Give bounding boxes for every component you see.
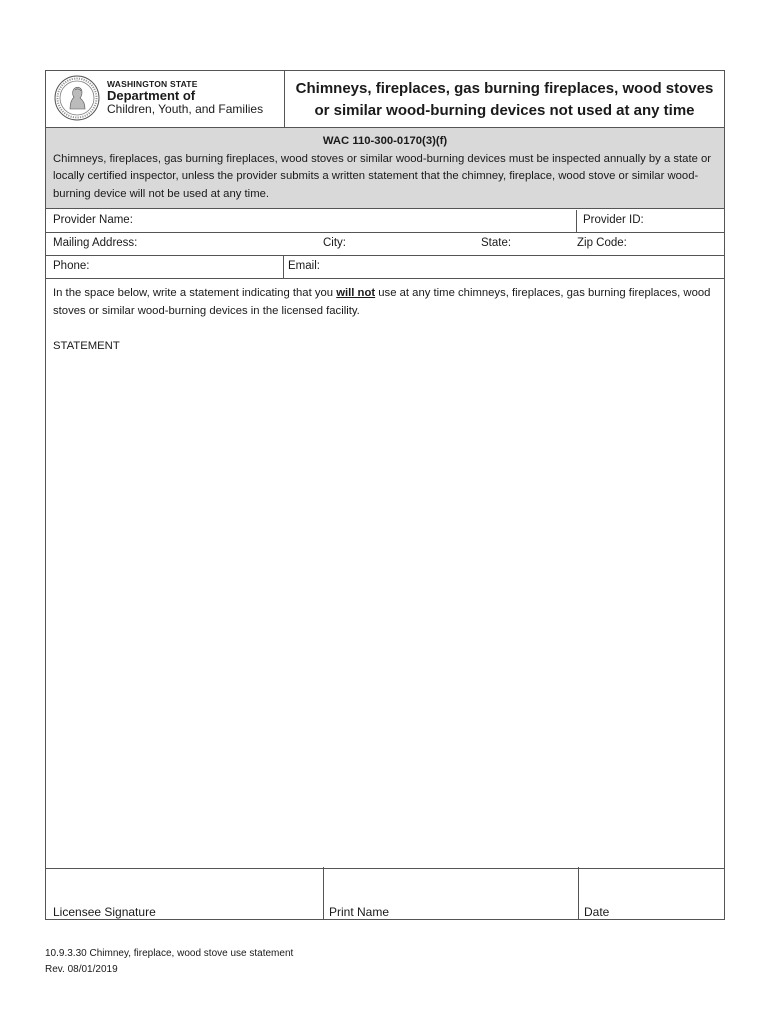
email-field[interactable]: Email: [288,260,320,272]
cell-divider [283,256,284,278]
agency-state: WASHINGTON STATE [107,79,198,89]
provider-id-field[interactable]: Provider ID: [583,214,644,226]
statement-label: STATEMENT [53,340,120,352]
state-field[interactable]: State: [481,237,512,249]
agency-logo-block [46,71,285,128]
instruction-post: use at any time chimneys, fireplaces, gas burning fireplaces, wood stoves or similar wood-burning devices in the licensed facility. [53,287,711,317]
agency-dept: Department of [107,87,196,103]
revision-date: Rev. 08/01/2019 [45,964,118,975]
instruction-emphasis: will not [336,287,376,299]
statement-area[interactable] [46,279,724,869]
print-name-field[interactable]: Print Name [329,905,390,919]
wac-section [46,128,724,209]
date-field[interactable]: Date [584,905,610,919]
wac-text: Chimneys, fireplaces, gas burning fireplaces, wood stoves or similar wood-burning devices must be inspected annually by a state or locally certified inspector, unless the provider submits a written statement that the chimney, fireplace, wood stove or similar wood-burning device will not be used at any time. [53,152,712,200]
contact-row [46,256,724,279]
phone-field[interactable]: Phone: [53,260,90,272]
form-footer [45,946,293,978]
provider-row [46,210,724,233]
form-container [45,70,725,920]
state-seal-icon [54,75,100,121]
form-reference: 10.9.3.30 Chimney, fireplace, wood stove use statement [45,948,294,959]
provider-name-field[interactable]: Provider Name: [53,214,133,226]
licensee-signature-field[interactable]: Licensee Signature [53,905,156,919]
form-title: Chimneys, fireplaces, gas burning fireplaces, wood stoves or similar wood-burning devices not used at any time [295,79,714,119]
agency-division: Children, Youth, and Families [107,101,264,116]
zip-code-field[interactable]: Zip Code: [577,237,627,249]
cell-divider [323,867,324,919]
city-field[interactable]: City: [323,237,346,249]
address-row [46,233,724,256]
form-header [46,71,724,128]
cell-divider [578,867,579,919]
agency-name [107,80,263,115]
wac-code: WAC 110-300-0170(3)(f) [322,135,448,147]
cell-divider [576,210,577,232]
mailing-address-field[interactable]: Mailing Address: [53,237,138,249]
instruction-pre: In the space below, write a statement indicating that you [53,287,337,299]
signature-row [46,867,724,919]
statement-instruction [53,285,717,320]
